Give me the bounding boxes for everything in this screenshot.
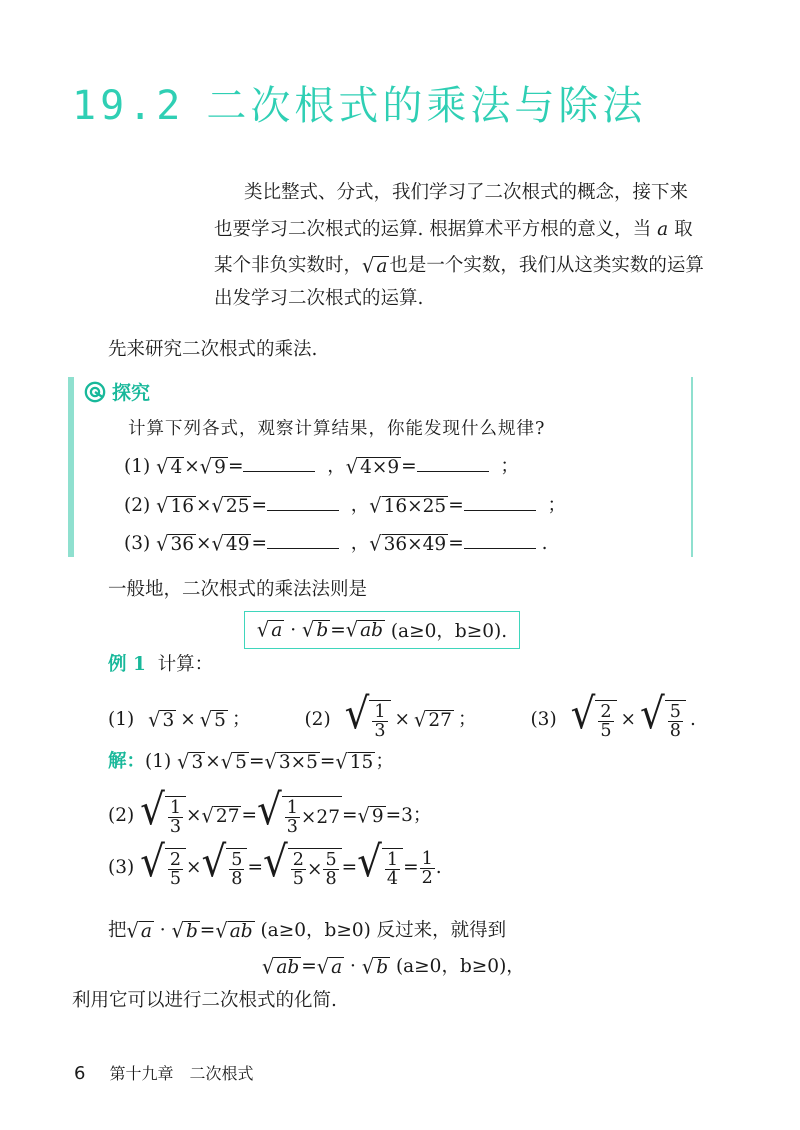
conclusion-line-2: √ ab = √ a · √ b (a≥0，b≥0)， [262,954,525,979]
multiplication-rule-box: √ a · √ b = √ ab (a≥0，b≥0). [244,611,520,649]
solution-3: (3) √ $\frac{2}{5}$ × √ $\frac{5}{8}$ = √ $\frac{2}{5}$ × $\frac{5}{8}$ = √ $\frac{1}{4}$ = $\frac{1}{2}$ . [108,837,442,890]
intro-line-1: 类比整式、分式，我们学习了二次根式的概念，接下来 [244,182,689,203]
explore-prompt: 计算下列各式，观察计算结果，你能发现什么规律? [128,419,546,439]
general-text: 一般地，二次根式的乘法法则是 [108,579,368,600]
conclusion-line-1: 把 √ a · √ b = √ ab (a≥0，b≥0) 反过来，就得到 [108,918,507,943]
section-number: 19.2 [72,83,185,129]
explore-item-3: (3) √ 36 × √ 49 = ， √ 36×49 = . [124,531,548,556]
page-footer [74,1061,253,1084]
explore-item-1: (1) √ 4 × √ 9 = ， √ 4×9 = ； [124,454,519,479]
page-number: 6 [74,1063,86,1084]
explore-heading: 探究 [84,378,150,405]
explore-item-2: (2) √ 16 × √ 25 = ， √ 16×25 = ； [124,493,567,518]
section-title [72,74,646,131]
solution-2: (2) √ $\frac{1}{3}$ × √ 27 = √ $\frac{1}{3}$ ×27 = √ 9 =3； [108,785,432,838]
intro-line-2: 也要学习二次根式的运算. 根据算术平方根的意义，当 a 取 [214,219,693,240]
intro-line-4: 出发学习二次根式的运算. [214,288,424,309]
example-1: 例 1 计算： [108,654,214,675]
conclusion-line-3: 利用它可以进行二次根式的化简. [72,990,337,1011]
study-text: 先来研究二次根式的乘法. [108,339,318,360]
example-1-problems: (1) √ 3 × √ 5 ； (2) √ $\frac{1}{3}$ × √ 27 ； (3) √ $\frac{2}{5}$ × √ $\frac{5}{8}$ . [108,689,696,742]
explore-left-bar [68,377,74,557]
explore-icon [84,381,106,403]
sqrt-a: √ a [362,253,388,278]
section-title-text: 二次根式的乘法与除法 [206,83,647,129]
explore-right-bar [691,377,693,557]
solution-1: 解：(1) √ 3 × √ 5 = √ 3×5 = √ 15 ； [108,749,394,774]
chapter-name: 第十九章 二次根式 [109,1064,254,1083]
rule-condition: (a≥0，b≥0). [390,621,508,642]
intro-line-3: 某个非负实数时， √ a 也是一个实数，我们从这类实数的运算 [214,253,704,278]
